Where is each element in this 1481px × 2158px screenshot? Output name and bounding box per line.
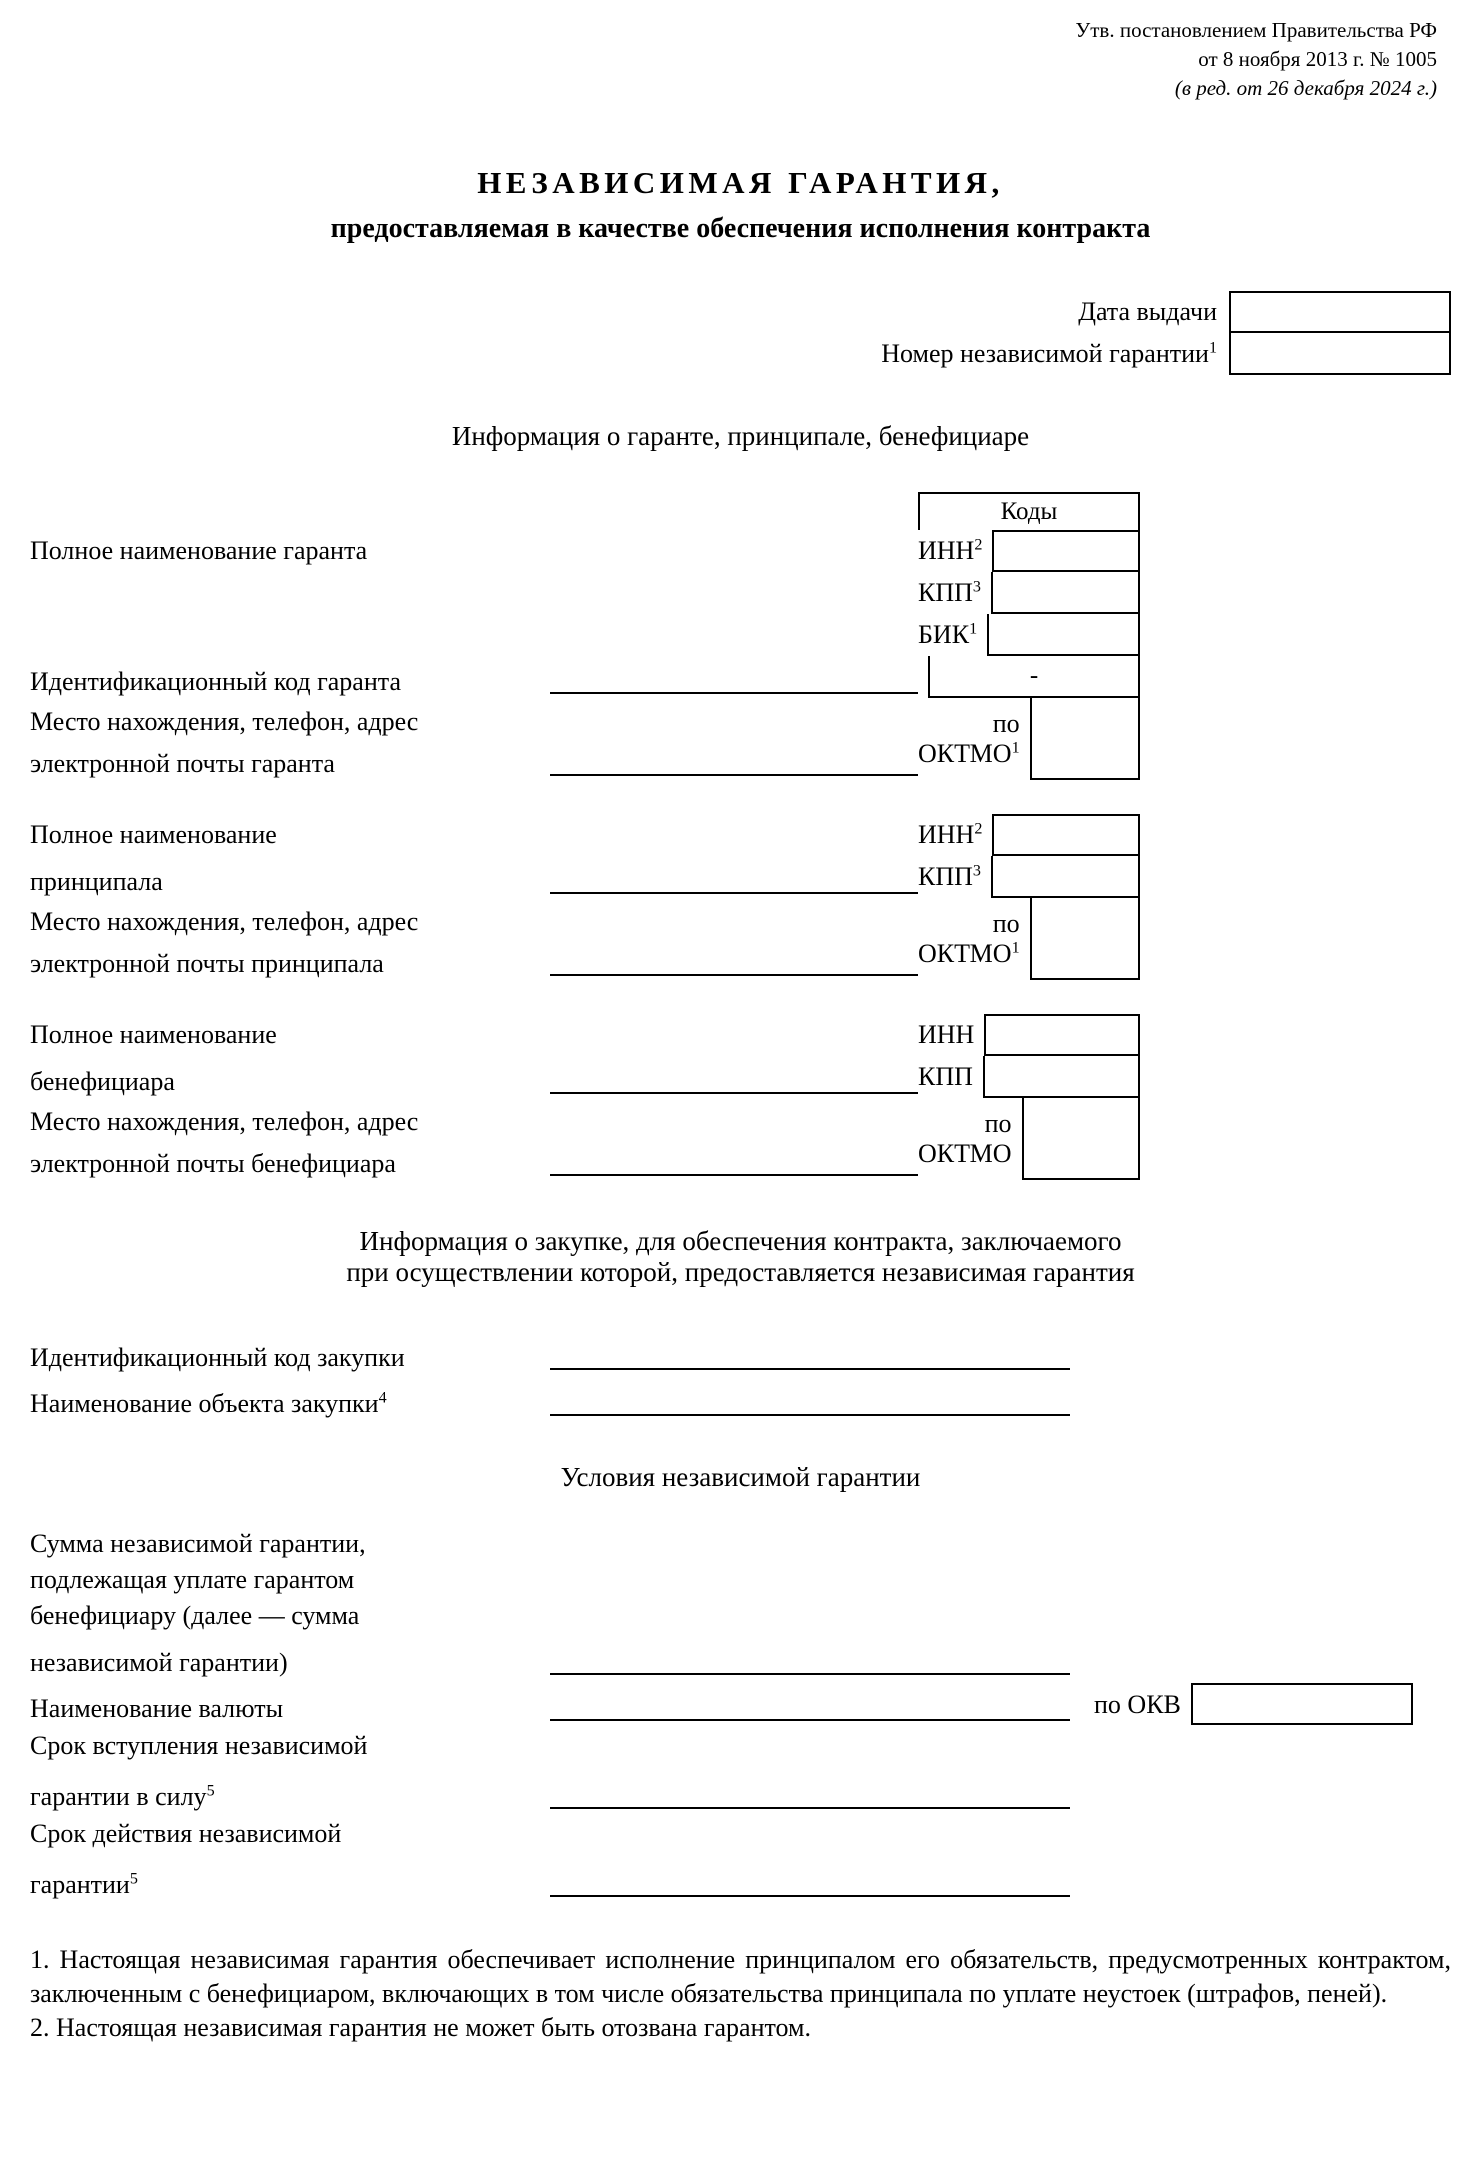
principal-oktmo-input[interactable] — [1030, 898, 1140, 980]
approval-line-1: Утв. постановлением Правительства РФ — [1075, 18, 1437, 42]
start-label-2: гарантии в силу$^5$ — [30, 1782, 215, 1812]
term-label-2: гарантии$^5$ — [30, 1870, 138, 1900]
ikz-row — [30, 1328, 1451, 1374]
principal-address-row-1 — [30, 898, 918, 938]
beneficiary-block — [30, 1014, 1451, 1180]
guarantor-address-label-2: электронной почты гаранта — [30, 749, 335, 779]
principal-inn-input[interactable] — [992, 814, 1140, 856]
beneficiary-name-label-2: бенефициара — [30, 1067, 175, 1097]
guarantor-codes — [918, 492, 1140, 780]
beneficiary-address-row-1 — [30, 1098, 918, 1138]
term-label-1: Срок действия независимой — [30, 1818, 342, 1848]
guarantor-id-code-label: Идентификационный код гаранта — [30, 667, 401, 697]
beneficiary-name-row-2 — [30, 1056, 918, 1098]
guarantor-kpp-input[interactable] — [991, 572, 1140, 614]
beneficiary-address-label-1: Место нахождения, телефон, адрес — [30, 1107, 419, 1137]
guarantor-id-code-row — [30, 656, 918, 698]
guarantor-address-row-2 — [30, 738, 918, 780]
currency-label: Наименование валюты — [30, 1694, 284, 1724]
conditions-fields — [30, 1529, 1451, 1901]
beneficiary-inn-input[interactable] — [984, 1014, 1140, 1056]
principal-block — [30, 814, 1451, 980]
okv-input[interactable] — [1191, 1683, 1413, 1725]
beneficiary-oktmo-label: по ОКТМО — [918, 1108, 1012, 1168]
procurement-fields — [30, 1328, 1451, 1420]
procurement-section-heading — [30, 1226, 1451, 1288]
currency-input[interactable] — [550, 1719, 1070, 1721]
start-input[interactable] — [550, 1807, 1070, 1809]
object-label: Наименование объекта закупки$^4$ — [30, 1389, 387, 1419]
principal-name-label-1: Полное наименование — [30, 819, 277, 849]
approval-block — [30, 0, 1451, 103]
guarantor-name-label: Полное наименование гаранта — [30, 535, 368, 565]
guarantor-id-code-box[interactable]: - — [928, 656, 1140, 698]
beneficiary-address-label-2: электронной почты бенефициара — [30, 1149, 396, 1179]
guarantor-address-label-1: Место нахождения, телефон, адрес — [30, 707, 419, 737]
guarantor-bik-input[interactable] — [987, 614, 1140, 656]
guarantor-left — [30, 492, 918, 780]
beneficiary-address-input[interactable] — [550, 1174, 918, 1176]
guarantor-inn-label: ИНН$^2$ — [918, 535, 983, 565]
guarantee-number-input[interactable] — [1229, 333, 1451, 375]
guarantor-inn-input[interactable] — [992, 530, 1140, 572]
footnote-1: 1. Настоящая независимая гарантия обеспечивает исполнение принципалом его обязательств, предусмотренных контрактом, заключенным с бенефициаром, включающих в том числе обязательства принципала по уплате неустоек (штрафов, пеней). — [30, 1944, 1451, 2008]
beneficiary-kpp-input[interactable] — [983, 1056, 1140, 1098]
document-subtitle: предоставляемая в качестве обеспечения исполнения контракта — [330, 212, 1151, 244]
guarantor-oktmo-input[interactable] — [1030, 698, 1140, 780]
principal-inn-label: ИНН$^2$ — [918, 819, 983, 849]
principal-name-row-2 — [30, 856, 918, 898]
sum-label-3: бенефициару (далее — сумма — [30, 1600, 360, 1630]
term-row — [30, 1857, 1451, 1901]
issue-date-input[interactable] — [1229, 291, 1451, 333]
sum-input[interactable] — [550, 1673, 1070, 1675]
issue-date-row — [1078, 291, 1451, 333]
sum-label-2: подлежащая уплате гарантом — [30, 1564, 355, 1594]
beneficiary-inn-label: ИНН — [918, 1019, 975, 1049]
ikz-input[interactable] — [550, 1368, 1070, 1370]
principal-codes — [918, 814, 1140, 980]
principal-name-label-2: принципала — [30, 867, 163, 897]
ikz-label: Идентификационный код закупки — [30, 1343, 405, 1373]
principal-address-row-2 — [30, 938, 918, 980]
procurement-heading-line-1: Информация о закупке, для обеспечения контракта, заключаемого — [359, 1225, 1122, 1256]
beneficiary-name-input[interactable] — [550, 1092, 918, 1094]
conditions-section-heading: Условия независимой гарантии — [560, 1461, 921, 1492]
sum-label-4: независимой гарантии) — [30, 1648, 288, 1678]
guarantor-block — [30, 492, 1451, 780]
term-input[interactable] — [550, 1895, 1070, 1897]
footnote-ref: 1 — [1208, 339, 1217, 357]
beneficiary-left — [30, 1014, 918, 1180]
principal-kpp-label: КПП$^3$ — [918, 861, 981, 891]
principal-left — [30, 814, 918, 980]
beneficiary-oktmo-input[interactable] — [1022, 1098, 1140, 1180]
guarantor-address-input[interactable] — [550, 774, 918, 776]
spacer — [30, 492, 918, 530]
principal-address-label-1: Место нахождения, телефон, адрес — [30, 907, 419, 937]
spacer — [30, 572, 918, 614]
sum-row — [30, 1637, 1451, 1679]
start-row — [30, 1769, 1451, 1813]
parties-section-heading: Информация о гаранте, принципале, бенефициаре — [451, 420, 1030, 451]
header-fields — [30, 291, 1451, 375]
codes-column-header: Коды — [918, 492, 1140, 530]
footnotes — [30, 1943, 1451, 2044]
beneficiary-kpp-label: КПП — [918, 1061, 973, 1091]
beneficiary-name-label-1: Полное наименование — [30, 1019, 277, 1049]
guarantor-bik-label: БИК$^1$ — [918, 619, 978, 649]
currency-row — [30, 1679, 1451, 1725]
procurement-heading-line-2: при осуществлении которой, предоставляется независимая гарантия — [346, 1256, 1135, 1287]
footnote-2: 2. Настоящая независимая гарантия не может быть отозвана гарантом. — [30, 2012, 811, 2042]
beneficiary-codes — [918, 1014, 1140, 1180]
guarantee-number-row — [881, 333, 1451, 375]
object-input[interactable] — [550, 1414, 1070, 1416]
guarantor-kpp-label: КПП$^3$ — [918, 577, 981, 607]
principal-oktmo-label: по ОКТМО$^1$ — [918, 908, 1020, 968]
guarantee-number-label: Номер независимой гарантии$^1$ — [881, 338, 1217, 368]
beneficiary-address-row-2 — [30, 1138, 918, 1180]
principal-name-input[interactable] — [550, 892, 918, 894]
guarantor-oktmo-label: по ОКТМО$^1$ — [918, 708, 1020, 768]
start-label-1: Срок вступления независимой — [30, 1730, 368, 1760]
issue-date-label: Дата выдачи — [1078, 296, 1217, 326]
approval-line-3: (в ред. от 26 декабря 2024 г.) — [1174, 75, 1437, 100]
principal-address-input[interactable] — [550, 974, 918, 976]
spacer — [918, 656, 928, 698]
approval-line-2: от 8 ноября 2013 г. № 1005 — [1198, 46, 1437, 71]
sum-label-1: Сумма независимой гарантии, — [30, 1528, 366, 1558]
principal-address-label-2: электронной почты принципала — [30, 949, 384, 979]
spacer — [30, 614, 918, 656]
okv-label: по ОКВ — [1094, 1690, 1181, 1720]
document-title: НЕЗАВИСИМАЯ ГАРАНТИЯ, — [477, 164, 1004, 200]
guarantor-address-row-1 — [30, 698, 918, 738]
object-row — [30, 1374, 1451, 1420]
principal-kpp-input[interactable] — [991, 856, 1140, 898]
guarantor-id-code-input[interactable] — [550, 692, 918, 694]
